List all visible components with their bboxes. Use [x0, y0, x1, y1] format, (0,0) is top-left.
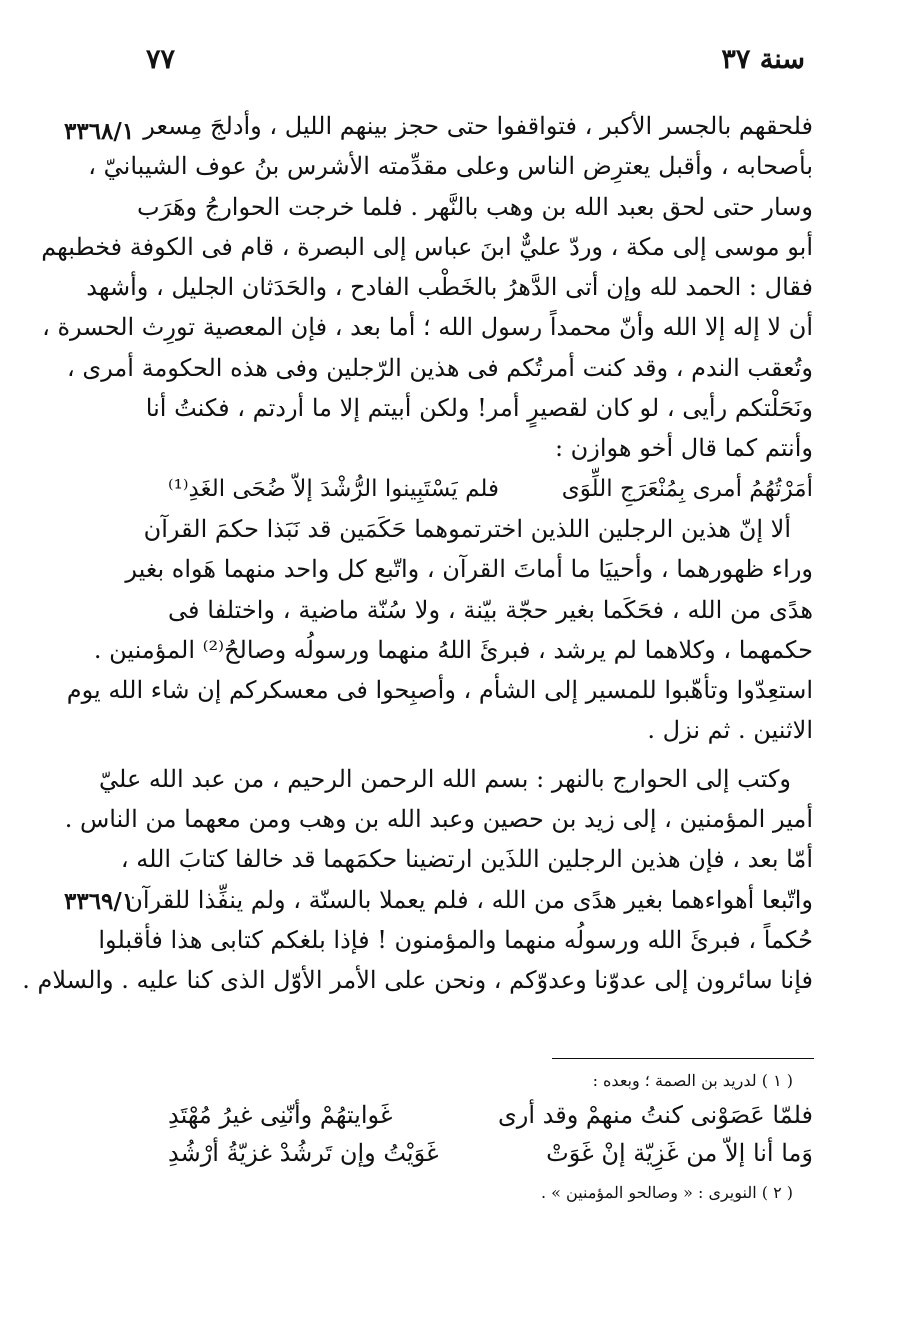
- page-number: ٧٧: [146, 44, 176, 75]
- text-line: فلحقهم بالجسر الأكبر ، فتواقفوا حتى حجز بينهم الليل ، وأدلجَ مِسعر: [143, 112, 813, 140]
- text-line: أن لا إله إلا الله وأنّ محمداً رسول الله ؛ أما بعد ، فإن المعصية تورِث الحسرة ،: [42, 313, 813, 342]
- footnotes: [168, 1066, 813, 1208]
- verse-second-hemistich: غَوَيْتُ وإن تَرشُدْ غزيّةُ أرْشُدِ: [168, 1139, 439, 1167]
- running-header-year: سنة ٣٧: [721, 44, 805, 75]
- text-line: فإنا سائرون إلى عدوّنا وعدوّكم ، ونحن على الأمر الأوّل الذى كنا عليه . والسلام .: [22, 966, 813, 995]
- text-line: ونَحَلْتكم رأيى ، لو كان لقصيرٍ أمر! ولكن أبيتم إلا ما أردتم ، فكنتُ أنا: [145, 394, 813, 423]
- text-line: هدًى من الله ، فحَكَما بغير حجّة بيّنة ، ولا سُنّة ماضية ، واختلفا فى: [168, 595, 813, 624]
- text-line: الاثنين . ثم نزل .: [647, 716, 813, 745]
- text-line: وكتب إلى الحوارج بالنهر : بسم الله الرحمن الرحيم ، من عبد الله عليّ: [99, 764, 791, 793]
- verse-first-hemistich: وَما أنا إلاّ من غَزِيّة إنْ غَوَتْ: [546, 1139, 813, 1167]
- text-line: وأنتم كما قال أخو هوازن :: [554, 434, 813, 463]
- text-line: أمير المؤمنين ، إلى زيد بن حصين وعبد الله بن وهب ومن معهما من الناس .: [64, 805, 813, 834]
- text-line: أبو موسى إلى مكة ، وردّ عليٌّ ابنَ عباس إلى البصرة ، قام فى الكوفة فخطبهم: [41, 232, 813, 261]
- footnote-verse: [168, 1134, 813, 1172]
- footnote-1: ( ١ ) لدريد بن الصمة ؛ وبعده :: [592, 1071, 793, 1090]
- text-line: ألا إنّ هذين الرجلين اللذين اخترتموهما حَكَمَين قد نَبَذا حكمَ القرآن: [143, 514, 791, 543]
- footnote-divider: [552, 1058, 814, 1059]
- text-line: بأصحابه ، وأقبل يعترِض الناس وعلى مقدِّمته الأشرس بنُ عوف الشيبانيّ ،: [88, 152, 813, 181]
- text-line: حُكماً ، فبرئَ الله ورسولُه منهما والمؤمنون ! فإذا بلغكم كتابى هذا فأقبلوا: [98, 925, 813, 954]
- verse-second-hemistich: غَوايتهُمْ وأنّنِى غيرُ مُهْتَدِ: [168, 1101, 393, 1129]
- text-line: أمّا بعد ، فإن هذين الرجلين اللذَين ارتضينا حكمَهما قد خالفا كتابَ الله ،: [120, 845, 813, 874]
- margin-reference: ٣٣٦٨/١: [64, 118, 135, 145]
- text-line: وتُعقب الندم ، وقد كنت أمرتُكم فى هذين الرّجلين وفى هذه الحكومة أمرى ،: [67, 353, 813, 382]
- text-line: حكمهما ، وكلاهما لم يرشد ، فبرئَ اللهُ منهما ورسولُه وصالحُ⁽²⁾ المؤمنين .: [93, 635, 813, 664]
- verse-first-hemistich: أمَرْتُهُمُ أمرى بِمُنْعَرَجِ اللِّوَى: [561, 475, 813, 502]
- footnote-verse: [168, 1096, 813, 1134]
- text-line: فقال : الحمد لله وإن أتى الدَّهرُ بالخَطْب الفادح ، والحَدَثان الجليل ، وأشهد: [86, 273, 813, 302]
- paragraph-gap: [168, 751, 813, 759]
- text-line: واتّبعا أهواءهما بغير هدًى من الله ، فلم يعملا بالسنّة ، ولم ينفِّذا للقرآن: [125, 885, 813, 914]
- footnote-2: ( ٢ ) النويرى : « وصالحو المؤمنين » .: [540, 1183, 793, 1202]
- text-line: وسار حتى لحق بعبد الله بن وهب بالنَّهر . فلما خرجت الحوارجُ وهَرَب: [137, 192, 813, 221]
- verse-second-hemistich: فلم يَسْتَبِينوا الرُّشْدَ إلاّ ضُحَى الغَدِ⁽¹⁾: [168, 475, 500, 502]
- text-line: استعِدّوا وتأهّبوا للمسير إلى الشأم ، وأصبِحوا فى معسكركم إن شاء الله يوم: [66, 676, 813, 705]
- verse-first-hemistich: فلمّا عَصَوْنى كنتُ منهمْ وقد أرى: [497, 1101, 813, 1129]
- poem-verse: [168, 469, 813, 509]
- margin-reference: ٣٣٦٩/١: [64, 888, 135, 915]
- text-line: وراء ظهورهما ، وأحييَا ما أماتَ القرآن ، واتّبع كل واحد منهما هَواه بغير: [125, 555, 813, 584]
